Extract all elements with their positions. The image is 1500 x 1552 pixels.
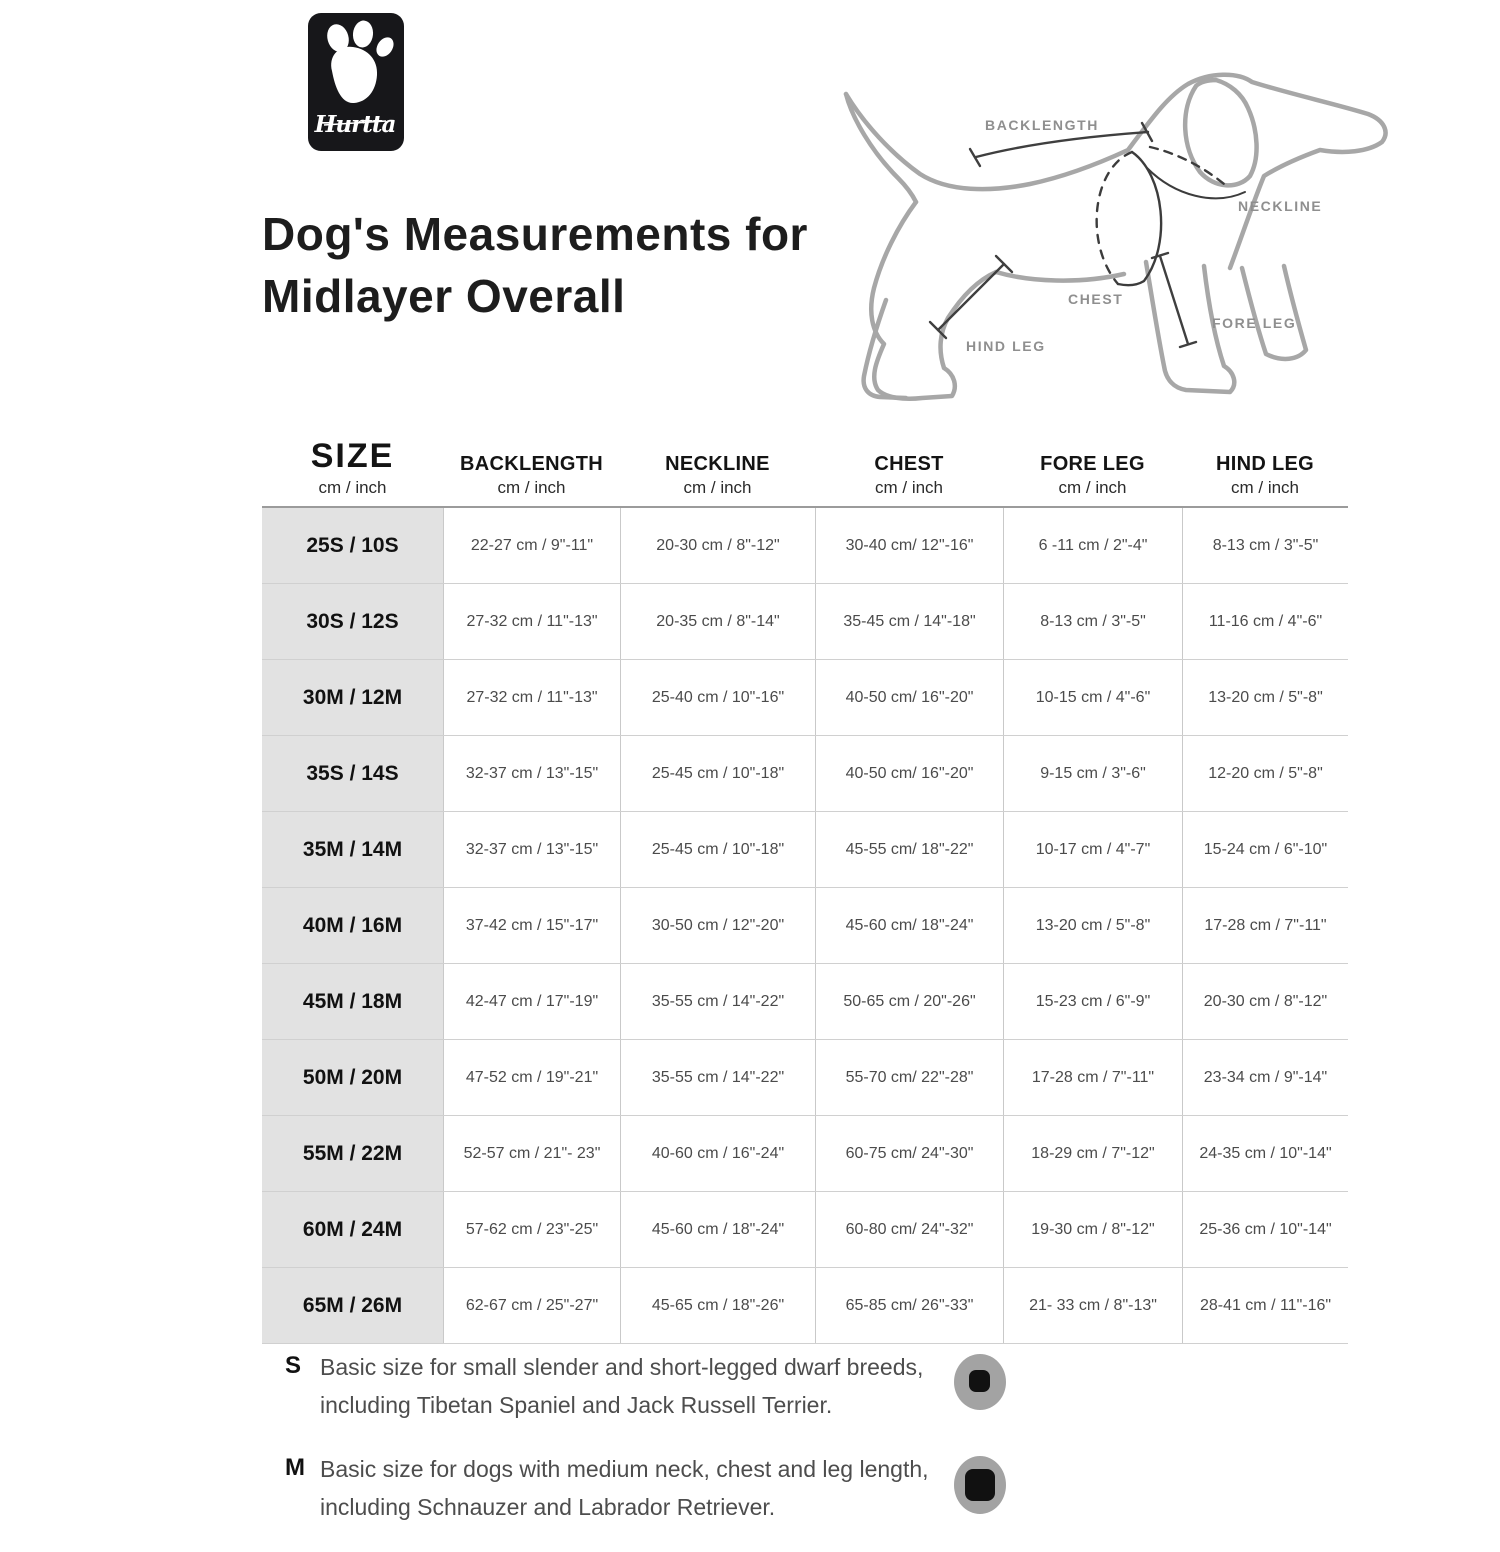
- cell-hindleg: 11-16 cm / 4"-6": [1182, 584, 1348, 659]
- foreleg-arrow: [1160, 256, 1188, 344]
- cell-neckline: 30-50 cm / 12"-20": [620, 888, 815, 963]
- cell-chest: 40-50 cm/ 16"-20": [815, 736, 1003, 811]
- cell-foreleg: 18-29 cm / 7"-12": [1003, 1116, 1182, 1191]
- cell-size: 30M / 12M: [262, 660, 443, 735]
- cell-hindleg: 20-30 cm / 8"-12": [1182, 964, 1348, 1039]
- cell-neckline: 45-65 cm / 18"-26": [620, 1268, 815, 1343]
- cell-chest: 65-85 cm/ 26"-33": [815, 1268, 1003, 1343]
- cell-size: 65M / 26M: [262, 1268, 443, 1343]
- cell-backlength: 32-37 cm / 13"-15": [443, 736, 620, 811]
- footnote-m-key: M: [285, 1454, 305, 1481]
- cell-chest: 60-80 cm/ 24"-32": [815, 1192, 1003, 1267]
- header-size: SIZE cm / inch: [310, 437, 395, 497]
- cell-foreleg: 6 -11 cm / 2"-4": [1003, 508, 1182, 583]
- cell-size: 60M / 24M: [262, 1192, 443, 1267]
- cell-hindleg: 28-41 cm / 11"-16": [1182, 1268, 1348, 1343]
- cell-neckline: 40-60 cm / 16"-24": [620, 1116, 815, 1191]
- cell-hindleg: 12-20 cm / 5"-8": [1182, 736, 1348, 811]
- cell-chest: 60-75 cm/ 24"-30": [815, 1116, 1003, 1191]
- table-row: [262, 736, 1348, 812]
- cell-chest: 50-65 cm / 20"-26": [815, 964, 1003, 1039]
- cell-backlength: 27-32 cm / 11"-13": [443, 584, 620, 659]
- cell-hindleg: 8-13 cm / 3"-5": [1182, 508, 1348, 583]
- table-row: [262, 1116, 1348, 1192]
- cell-hindleg: 13-20 cm / 5"-8": [1182, 660, 1348, 735]
- backlength-label: BACKLENGTH: [985, 117, 1099, 133]
- cell-chest: 55-70 cm/ 22"-28": [815, 1040, 1003, 1115]
- table-row: [262, 812, 1348, 888]
- cell-foreleg: 9-15 cm / 3"-6": [1003, 736, 1182, 811]
- cell-foreleg: 17-28 cm / 7"-11": [1003, 1040, 1182, 1115]
- footnote-s-text: Basic size for small slender and short-legged dwarf breeds, including Tibetan Spaniel and Jack Russell Terrier.: [320, 1354, 924, 1418]
- table-row: [262, 660, 1348, 736]
- header-hindleg: HIND LEG cm / inch: [1216, 453, 1314, 497]
- cell-size: 35M / 14M: [262, 812, 443, 887]
- table-row: [262, 1268, 1348, 1344]
- cell-neckline: 35-55 cm / 14"-22": [620, 964, 815, 1039]
- cell-foreleg: 8-13 cm / 3"-5": [1003, 584, 1182, 659]
- cell-backlength: 27-32 cm / 11"-13": [443, 660, 620, 735]
- cell-foreleg: 15-23 cm / 6"-9": [1003, 964, 1182, 1039]
- hurtta-logo: [308, 13, 404, 151]
- cell-foreleg: 19-30 cm / 8"-12": [1003, 1192, 1182, 1267]
- hindleg-label: HIND LEG: [966, 338, 1046, 354]
- table-row: [262, 508, 1348, 584]
- cell-backlength: 22-27 cm / 9"-11": [443, 508, 620, 583]
- cell-neckline: 25-45 cm / 10"-18": [620, 812, 815, 887]
- cell-neckline: 35-55 cm / 14"-22": [620, 1040, 815, 1115]
- chest-label: CHEST: [1068, 291, 1124, 307]
- header-neckline: NECKLINE cm / inch: [665, 453, 770, 497]
- cell-neckline: 20-35 cm / 8"-14": [620, 584, 815, 659]
- cell-chest: 30-40 cm/ 12"-16": [815, 508, 1003, 583]
- page-title-line1: Dog's Measurements for: [262, 208, 808, 260]
- footnote-s-key: S: [285, 1352, 302, 1379]
- page-title: [262, 203, 902, 327]
- logo-wordmark: Hurtta: [314, 111, 396, 138]
- cell-chest: 40-50 cm/ 16"-20": [815, 660, 1003, 735]
- cell-neckline: 20-30 cm / 8"-12": [620, 508, 815, 583]
- cell-chest: 35-45 cm / 14"-18": [815, 584, 1003, 659]
- cell-foreleg: 10-17 cm / 4"-7": [1003, 812, 1182, 887]
- size-footnotes: [285, 1348, 1085, 1552]
- cell-backlength: 52-57 cm / 21"- 23": [443, 1116, 620, 1191]
- cell-backlength: 32-37 cm / 13"-15": [443, 812, 620, 887]
- hindleg-arrow: [938, 264, 1004, 330]
- table-row: [262, 1040, 1348, 1116]
- cell-foreleg: 21- 33 cm / 8"-13": [1003, 1268, 1182, 1343]
- cell-neckline: 45-60 cm / 18"-24": [620, 1192, 815, 1267]
- footnote-s: [285, 1348, 1085, 1424]
- cell-size: 45M / 18M: [262, 964, 443, 1039]
- cell-hindleg: 15-24 cm / 6"-10": [1182, 812, 1348, 887]
- cell-foreleg: 10-15 cm / 4"-6": [1003, 660, 1182, 735]
- cell-backlength: 42-47 cm / 17"-19": [443, 964, 620, 1039]
- cell-chest: 45-60 cm/ 18"-24": [815, 888, 1003, 963]
- foreleg-label: FORE LEG: [1212, 315, 1297, 331]
- medium-dog-size-icon: [953, 1456, 1009, 1516]
- cell-hindleg: 25-36 cm / 10"-14": [1182, 1192, 1348, 1267]
- size-table: [262, 437, 1348, 1344]
- footnote-m: [285, 1450, 1085, 1526]
- cell-hindleg: 17-28 cm / 7"-11": [1182, 888, 1348, 963]
- footnote-m-text: Basic size for dogs with medium neck, chest and leg length, including Schnauzer and Labrador Retriever.: [320, 1456, 929, 1520]
- header-backlength: BACKLENGTH cm / inch: [460, 453, 603, 497]
- dog-outline-icon: [846, 75, 1386, 399]
- cell-size: 40M / 16M: [262, 888, 443, 963]
- cell-size: 50M / 20M: [262, 1040, 443, 1115]
- header-foreleg: FORE LEG cm / inch: [1040, 453, 1145, 497]
- cell-hindleg: 23-34 cm / 9"-14": [1182, 1040, 1348, 1115]
- cell-backlength: 57-62 cm / 23"-25": [443, 1192, 620, 1267]
- cell-size: 35S / 14S: [262, 736, 443, 811]
- cell-foreleg: 13-20 cm / 5"-8": [1003, 888, 1182, 963]
- cell-size: 30S / 12S: [262, 584, 443, 659]
- cell-chest: 45-55 cm/ 18"-22": [815, 812, 1003, 887]
- page-title-line2: Midlayer Overall: [262, 270, 626, 322]
- cell-neckline: 25-40 cm / 10"-16": [620, 660, 815, 735]
- cell-size: 25S / 10S: [262, 508, 443, 583]
- cell-backlength: 37-42 cm / 15"-17": [443, 888, 620, 963]
- neckline-label: NECKLINE: [1238, 198, 1323, 214]
- table-row: [262, 1192, 1348, 1268]
- size-table-header: [262, 437, 1348, 508]
- table-row: [262, 888, 1348, 964]
- cell-neckline: 25-45 cm / 10"-18": [620, 736, 815, 811]
- small-dog-size-icon: [953, 1354, 1009, 1414]
- header-chest: CHEST cm / inch: [874, 453, 944, 497]
- neckline-line: [1147, 147, 1245, 198]
- dog-measurement-diagram: [818, 38, 1396, 422]
- cell-backlength: 62-67 cm / 25"-27": [443, 1268, 620, 1343]
- cell-hindleg: 24-35 cm / 10"-14": [1182, 1116, 1348, 1191]
- table-row: [262, 964, 1348, 1040]
- table-row: [262, 584, 1348, 660]
- cell-backlength: 47-52 cm / 19"-21": [443, 1040, 620, 1115]
- cell-size: 55M / 22M: [262, 1116, 443, 1191]
- size-table-body: [262, 508, 1348, 1344]
